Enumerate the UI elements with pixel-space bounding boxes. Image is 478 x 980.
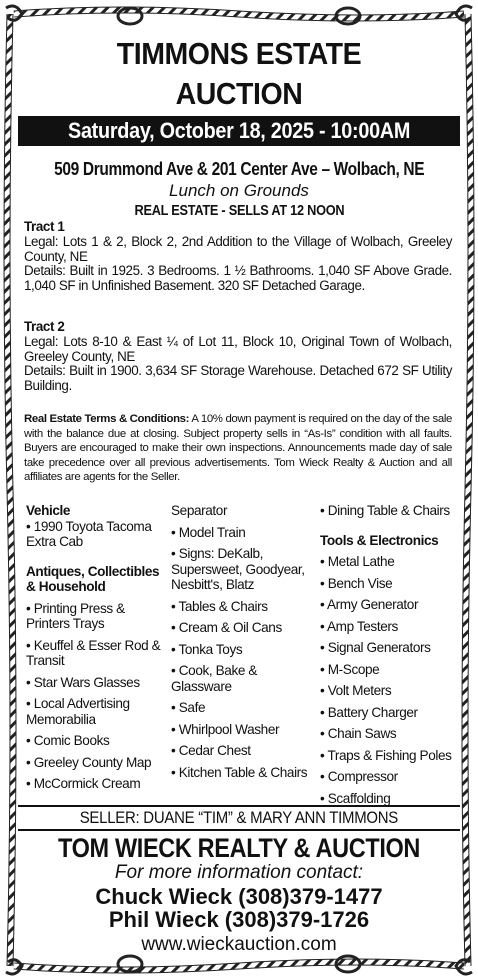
vehicle-heading: Vehicle bbox=[26, 503, 71, 518]
tract-1-section bbox=[24, 220, 452, 294]
list-item: • Amp Testers bbox=[320, 618, 398, 634]
company-name bbox=[0, 832, 478, 864]
list-item: • Signal Generators bbox=[320, 640, 431, 655]
tract-1-legal: Legal: Lots 1 & 2, Block 2, 2nd Addition to the Village of Wolbach, Greeley County, NE bbox=[24, 233, 452, 264]
tract-1-heading: Tract 1 bbox=[24, 219, 65, 234]
list-item: • Star Wars Glasses bbox=[26, 674, 140, 690]
list-item: • Comic Books bbox=[26, 733, 110, 748]
tract-2-heading: Tract 2 bbox=[24, 319, 65, 334]
real-estate-terms bbox=[24, 412, 452, 485]
website-link[interactable]: www.wieckauction.com bbox=[141, 934, 337, 955]
tract-1-details: Details: Built in 1925. 3 Bedrooms. 1 ½ Bathrooms. 1,040 SF Above Grade. 1,040 SF in Unfinished Basement. 320 SF Detached Garage. bbox=[24, 263, 452, 294]
tract-2-details: Details: Built in 1900. 3,634 SF Storage Warehouse. Detached 672 SF Utility Building. bbox=[24, 363, 452, 394]
tract-2-legal: Legal: Lots 8-10 & East ¼ of Lot 11, Block 10, Original Town of Wolbach, Greeley County, NE bbox=[24, 333, 452, 364]
auction-address bbox=[0, 158, 478, 180]
list-item: • Tonka Toys bbox=[171, 641, 243, 657]
list-item: • Chain Saws bbox=[320, 726, 397, 741]
list-item: • Safe bbox=[171, 700, 206, 715]
tools-list bbox=[320, 554, 460, 806]
antiques-heading: Antiques, Collectibles & Household bbox=[26, 563, 160, 594]
list-item: • Kitchen Table & Chairs bbox=[171, 764, 308, 780]
list-item: • Dining Table & Chairs bbox=[320, 503, 450, 518]
list-item: • Greeley County Map bbox=[26, 754, 152, 770]
tract-2-section bbox=[24, 320, 452, 394]
list-item: • Local Advertising Memorabilia bbox=[26, 696, 130, 727]
list-item: • 1990 Toyota Tacoma Extra Cab bbox=[26, 518, 152, 549]
list-item: • Army Generator bbox=[320, 597, 419, 612]
contact-phone-chuck: Chuck Wieck (308)379-1477 bbox=[95, 884, 383, 909]
list-item: • Volt Meters bbox=[320, 683, 392, 698]
auction-title-line2: AUCTION bbox=[175, 76, 303, 111]
items-column-2 bbox=[171, 503, 316, 780]
real-estate-time bbox=[0, 201, 478, 221]
list-item: • Keuffel & Esser Rod & Transit bbox=[26, 637, 161, 668]
terms-text: A 10% down payment is required on the day of the sale with the balance due at closing. Subject property sells in “As-Is” condition with all faults. Buyers are encouraged to make their own inspections. Announcements made day of sale take precedence over all previous advertisements. Tom Wieck Realty & Auction and all affiliates are agents for the Seller. bbox=[24, 413, 452, 484]
antiques-list bbox=[26, 601, 166, 792]
list-item: • Signs: DeKalb, Supersweet, Goodyear, Nesbitt's, Blatz bbox=[171, 546, 305, 592]
list-item: • Cedar Chest bbox=[171, 743, 251, 758]
list-item: • Metal Lathe bbox=[320, 554, 395, 569]
list-item: • Tables & Chairs bbox=[171, 598, 268, 614]
contact-intro: For more information contact: bbox=[114, 862, 364, 883]
list-item: • McCormick Cream bbox=[26, 776, 141, 791]
list-item: • Printing Press & Printers Trays bbox=[26, 600, 125, 631]
household-list bbox=[171, 503, 316, 780]
list-item: • Scaffolding bbox=[320, 790, 391, 806]
list-item: • Cream & Oil Cans bbox=[171, 620, 282, 635]
tools-heading: Tools & Electronics bbox=[320, 532, 439, 548]
list-item: • Battery Charger bbox=[320, 704, 418, 720]
auction-title-line1: TIMMONS ESTATE bbox=[116, 36, 362, 71]
auction-date: Saturday, October 18, 2025 - 10:00AM bbox=[67, 118, 411, 143]
list-item: • Compressor bbox=[320, 769, 398, 784]
list-item: • Traps & Fishing Poles bbox=[320, 747, 452, 763]
items-column-1 bbox=[26, 503, 166, 792]
real-estate-time-text: REAL ESTATE - SELLS AT 12 NOON bbox=[134, 202, 344, 219]
list-item: Separator bbox=[171, 503, 228, 518]
items-column-3 bbox=[320, 503, 460, 806]
list-item: • Cook, Bake & Glassware bbox=[171, 663, 258, 694]
vehicle-list bbox=[26, 519, 166, 550]
list-item: • Whirlpool Washer bbox=[171, 721, 280, 737]
list-item: • M-Scope bbox=[320, 661, 380, 677]
terms-label: Real Estate Terms & Conditions: bbox=[24, 413, 190, 425]
contact-phone-phil: Phil Wieck (308)379-1726 bbox=[108, 907, 370, 932]
address-text: 509 Drummond Ave & 201 Center Ave – Wolbach, NE bbox=[53, 159, 425, 179]
seller-text: SELLER: DUANE “TIM” & MARY ANN TIMMONS bbox=[79, 808, 399, 827]
misc-list bbox=[320, 503, 460, 519]
divider bbox=[18, 829, 460, 831]
seller-line bbox=[0, 807, 478, 829]
list-item: • Bench Vise bbox=[320, 575, 393, 591]
lunch-note: Lunch on Grounds bbox=[169, 181, 309, 200]
auction-date-banner bbox=[18, 116, 460, 146]
list-item: • Model Train bbox=[171, 524, 246, 540]
company-name-text: TOM WIECK REALTY & AUCTION bbox=[57, 833, 421, 863]
